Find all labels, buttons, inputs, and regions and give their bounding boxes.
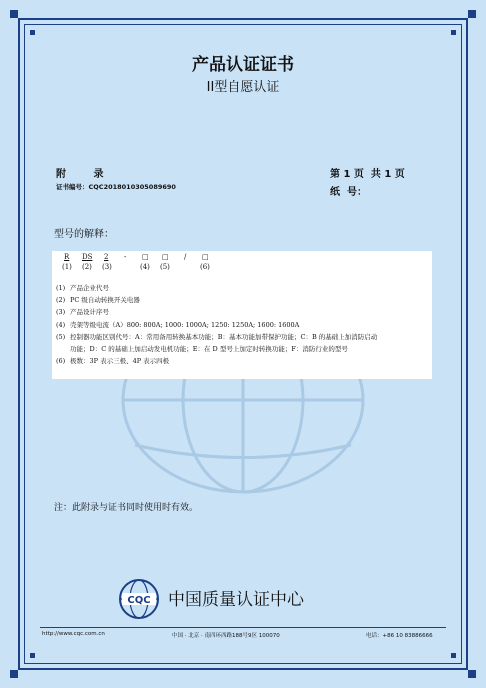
code-part: □ xyxy=(202,253,209,261)
corner-ornament xyxy=(451,653,456,658)
code-index: (3) xyxy=(102,263,112,271)
paper-number: 纸 号： xyxy=(330,187,367,198)
cqc-logo-icon xyxy=(118,578,160,620)
legend-item: (3) 产品设计序号 xyxy=(56,308,109,317)
model-legend xyxy=(56,282,436,367)
certificate-title: 产品认证证书 xyxy=(192,55,294,75)
legend-item: (2) PC 级自动转换开关电器 xyxy=(56,296,140,305)
certificate-number: 证书编号：CQC2018010305089690 xyxy=(56,183,176,191)
code-index: (4) xyxy=(140,263,150,271)
annex-label: 附 录 xyxy=(56,169,116,180)
legend-item: 功能；D：C 的基础上加启动发电机功能；E：在 D 型号上加定时转换功能；F：消防行业的型号 xyxy=(70,345,348,354)
corner-ornament xyxy=(10,670,18,678)
address-text: 中国 · 北京 · 南四环西路188号9区 100070 xyxy=(172,633,280,639)
legend-item: (6) 极数：3P 表示三极、4P 表示四极 xyxy=(56,357,170,366)
code-index: (1) xyxy=(62,263,72,271)
code-part: 2 xyxy=(104,253,109,261)
corner-ornament xyxy=(468,670,476,678)
certificate-subtitle: II型自愿认证 xyxy=(206,80,280,95)
code-indices xyxy=(62,263,262,275)
footer-divider xyxy=(40,627,446,628)
website-link[interactable]: http://www.cqc.com.cn xyxy=(42,631,105,637)
code-index: (2) xyxy=(82,263,92,271)
code-part: DS xyxy=(82,253,93,261)
code-part: □ xyxy=(142,253,149,261)
legend-item: (1) 产品企业代号 xyxy=(56,284,109,292)
corner-ornament xyxy=(451,30,456,35)
corner-ornament xyxy=(468,10,476,18)
phone-text: 电话：+86 10 83886666 xyxy=(366,633,433,639)
code-separator: - xyxy=(124,253,127,261)
code-separator: / xyxy=(184,253,187,261)
page-count: 第 1 页 共 1 页 xyxy=(330,169,405,180)
validity-note: 注：此附录与证书同时使用时有效。 xyxy=(54,503,199,513)
corner-ornament xyxy=(30,653,35,658)
code-part: R xyxy=(64,253,70,261)
legend-item: (4) 壳架等级电流（A）800: 800A; 1000: 1000A; 1250: 1250A; 1600: 1600A xyxy=(56,320,300,329)
code-index: (6) xyxy=(200,263,210,271)
legend-item: (5) 控制器功能区别代号：A：常用备用转换基本功能；B：基本功能加带保护功能；C：B 的基础上加消防启动 xyxy=(56,332,378,341)
code-index: (5) xyxy=(160,263,170,271)
organization-name: 中国质量认证中心 xyxy=(168,590,304,610)
corner-ornament xyxy=(30,30,35,35)
logo-text: CQC xyxy=(127,595,151,606)
code-part: □ xyxy=(162,253,169,261)
model-heading: 型号的解释： xyxy=(54,229,114,240)
corner-ornament xyxy=(10,10,18,18)
